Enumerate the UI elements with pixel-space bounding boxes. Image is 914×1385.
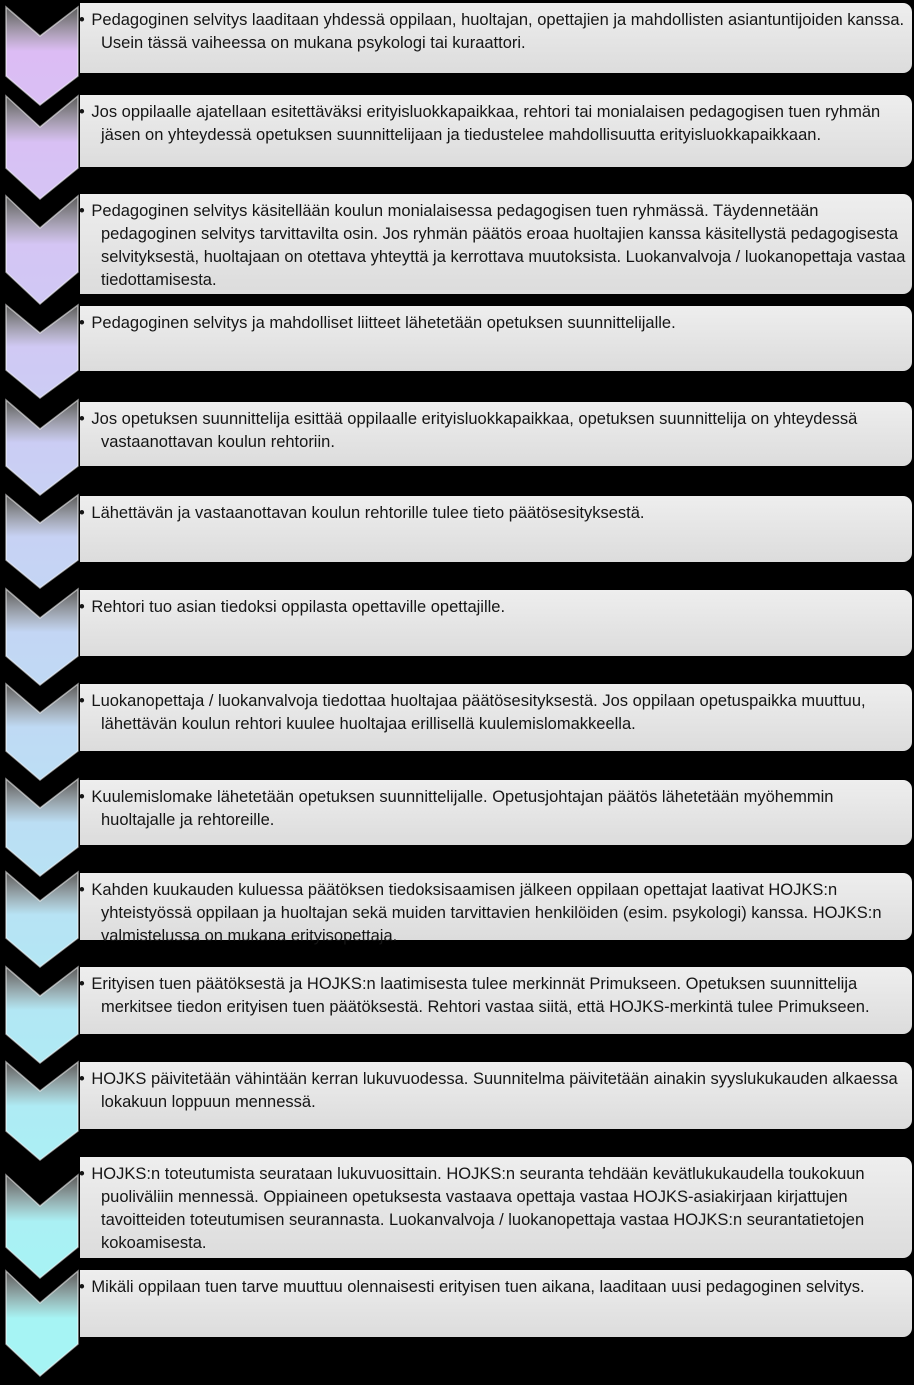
step-chevron (0, 1062, 82, 1160)
step-chevron (0, 1175, 82, 1278)
step-chevron (0, 305, 82, 398)
step-chevron (0, 196, 82, 304)
step-chevron (0, 684, 82, 780)
step-text: • Jos oppilaalle ajatellaan esitettäväksi erityisluokkapaikkaa, rehtori tai monialaisen pedagogisen tuen ryhmän jäsen on yhteydessä opetuksen suunnittelijaan ja tiedustelee mahdollisuutta erityisluokkapaikkaan. (79, 103, 881, 144)
step-box (80, 967, 912, 1034)
step-chevron (0, 1271, 82, 1376)
step-text-content: Rehtori tuo asian tiedoksi oppilasta opettaville opettajille. (91, 598, 506, 616)
step-text-content: Mikäli oppilaan tuen tarve muuttuu olennaisesti erityisen tuen aikana, laaditaan uusi pedagoginen selvitys. (91, 1278, 865, 1296)
step-text-content: HOJKS päivitetään vähintään kerran lukuvuodessa. Suunnitelma päivitetään ainakin syyslukukauden alkaessa lokakuun loppuun mennessä. (91, 1070, 898, 1111)
step-box (79, 873, 912, 945)
step-box (80, 3, 912, 73)
step-text: • Pedagoginen selvitys ja mahdolliset liitteet lähetetään opetuksen suunnittelijalle. (79, 314, 676, 332)
step-box (80, 496, 912, 562)
step-text: • Mikäli oppilaan tuen tarve muuttuu olennaisesti erityisen tuen aikana, laaditaan uusi pedagoginen selvitys. (79, 1278, 865, 1296)
step-text: • Luokanopettaja / luokanvalvoja tiedottaa huoltajaa päätösesityksestä. Jos oppilaan opetuspaikka muuttuu, lähettävän koulun rehtori kuulee huoltajaa erillisellä kuulemislomakkeella. (79, 692, 866, 733)
step-text: • Lähettävän ja vastaanottavan koulun rehtorille tulee tieto päätösesityksestä. (79, 504, 645, 522)
step-text: • HOJKS:n toteutumista seurataan lukuvuosittain. HOJKS:n seuranta tehdään kevätlukukaudella toukokuun puoliväliin mennessä. Oppiaineen opetuksesta vastaava opettaja vastaa HOJKS-asiakirjaan kirjattujen tavoitteiden toteutumisen seurannasta. Luokanvalvoja / luokanopettaja vastaa HOJKS:n seurantatietojen kokoamisesta. (79, 1165, 865, 1252)
step-text: • Pedagoginen selvitys käsitellään koulun monialaisessa pedagogisen tuen ryhmässä. Täydennetään pedagoginen selvitys tarvittavilta osin. Jos ryhmän päätös eroaa huoltajien kanssa käsitellystä pedagogisesta selvityksestä, huoltajaan on otettava yhteyttä ja kerrottava muutoksista. Luokanvalvoja / luokanopettaja vastaa tiedottamisesta. (79, 202, 906, 289)
step-text-content: Lähettävän ja vastaanottavan koulun rehtorille tulee tieto päätösesityksestä. (91, 504, 645, 522)
step-text-content: HOJKS:n toteutumista seurataan lukuvuosittain. HOJKS:n seuranta tehdään kevätlukukaudella toukokuun puoliväliin mennessä. Oppiaineen opetuksesta vastaava opettaja vastaa HOJKS-asiakirjaan kirjattujen tavoitteiden toteutumisen seurannasta. Luokanvalvoja / luokanopettaja vastaa HOJKS:n seurantatietojen kokoamisesta. (91, 1165, 865, 1252)
step-text-content: Pedagoginen selvitys ja mahdolliset liitteet lähetetään opetuksen suunnittelijalle. (91, 314, 676, 332)
step-text-content: Jos opetuksen suunnittelija esittää oppilaalle erityisluokkapaikkaa, opetuksen suunnittelija on yhteydessä vastaanottavan koulun rehtoriin. (91, 410, 858, 451)
step-chevron (0, 872, 82, 967)
step-box (80, 780, 912, 845)
step-text: • Pedagoginen selvitys laaditaan yhdessä oppilaan, huoltajan, opettajien ja mahdollisten asiantuntijoiden kanssa. Usein tässä vaiheessa on mukana psykologi tai kuraattori. (79, 11, 905, 52)
step-text-content: Jos oppilaalle ajatellaan esitettäväksi erityisluokkapaikkaa, rehtori tai monialaisen pedagogisen tuen ryhmän jäsen on yhteydessä opetuksen suunnittelijaan ja tiedustelee mahdollisuutta erityisluokkapaikkaan. (91, 103, 881, 144)
step-text: • Kahden kuukauden kuluessa päätöksen tiedoksisaamisen jälkeen oppilaan opettajat laativat HOJKS:n yhteistyössä oppilaan ja huoltajan sekä muiden tarvittavien henkilöiden (esim. psykologi) kanssa. HOJKS:n valmistelussa on mukana erityisopettaja. (79, 881, 882, 945)
step-text: • Erityisen tuen päätöksestä ja HOJKS:n laatimisesta tulee merkinnät Primukseen. Opetuksen suunnittelija merkitsee tiedon erityisen tuen päätöksestä. Rehtori vastaa siitä, että HOJKS-merkintä tulee Primukseen. (79, 975, 870, 1016)
step-text-content: Erityisen tuen päätöksestä ja HOJKS:n laatimisesta tulee merkinnät Primukseen. Opetuksen suunnittelija merkitsee tiedon erityisen tuen päätöksestä. Rehtori vastaa siitä, että HOJKS-merkintä tulee Primukseen. (91, 975, 870, 1016)
step-box (80, 590, 912, 656)
step-box (80, 194, 912, 294)
step-text-content: Pedagoginen selvitys laaditaan yhdessä oppilaan, huoltajan, opettajien ja mahdollisten asiantuntijoiden kanssa. Usein tässä vaiheessa on mukana psykologi tai kuraattori. (91, 11, 905, 52)
step-box (80, 402, 912, 466)
step-chevron (0, 96, 82, 199)
step-chevron (0, 589, 82, 685)
step-box (80, 1157, 912, 1258)
step-text: • Rehtori tuo asian tiedoksi oppilasta opettaville opettajille. (79, 598, 506, 616)
step-text-content: Kuulemislomake lähetetään opetuksen suunnittelijalle. Opetusjohtajan päätös lähetetään myöhemmin huoltajalle ja rehtoreille. (91, 788, 834, 829)
step-text: • Kuulemislomake lähetetään opetuksen suunnittelijalle. Opetusjohtajan päätös lähetetään myöhemmin huoltajalle ja rehtoreille. (79, 788, 834, 829)
step-box (80, 1062, 912, 1129)
step-box (80, 684, 912, 751)
step-text-content: Kahden kuukauden kuluessa päätöksen tiedoksisaamisen jälkeen oppilaan opettajat laativat HOJKS:n yhteistyössä oppilaan ja huoltajan sekä muiden tarvittavien henkilöiden (esim. psykologi) kanssa. HOJKS:n valmistelussa on mukana erityisopettaja. (91, 881, 882, 945)
step-chevron (0, 779, 82, 876)
step-chevron (0, 400, 82, 495)
step-box (80, 1270, 912, 1337)
step-chevron (0, 495, 82, 588)
step-text: • HOJKS päivitetään vähintään kerran lukuvuodessa. Suunnitelma päivitetään ainakin syyslukukauden alkaessa lokakuun loppuun mennessä. (79, 1070, 898, 1111)
step-box (80, 306, 912, 371)
step-box (80, 95, 912, 167)
step-text-content: Luokanopettaja / luokanvalvoja tiedottaa huoltajaa päätösesityksestä. Jos oppilaan opetuspaikka muuttuu, lähettävän koulun rehtori kuulee huoltajaa erillisellä kuulemislomakkeella. (91, 692, 866, 733)
step-chevron (0, 967, 82, 1063)
step-text: • Jos opetuksen suunnittelija esittää oppilaalle erityisluokkapaikkaa, opetuksen suunnittelija on yhteydessä vastaanottavan koulun rehtoriin. (79, 410, 858, 451)
step-text-content: Pedagoginen selvitys käsitellään koulun monialaisessa pedagogisen tuen ryhmässä. Täydennetään pedagoginen selvitys tarvittavilta osin. Jos ryhmän päätös eroaa huoltajien kanssa käsitellystä pedagogisesta selvityksestä, huoltajaan on otettava yhteyttä ja kerrottava muutoksista. Luokanvalvoja / luokanopettaja vastaa tiedottamisesta. (91, 202, 906, 289)
step-chevron (0, 7, 82, 105)
